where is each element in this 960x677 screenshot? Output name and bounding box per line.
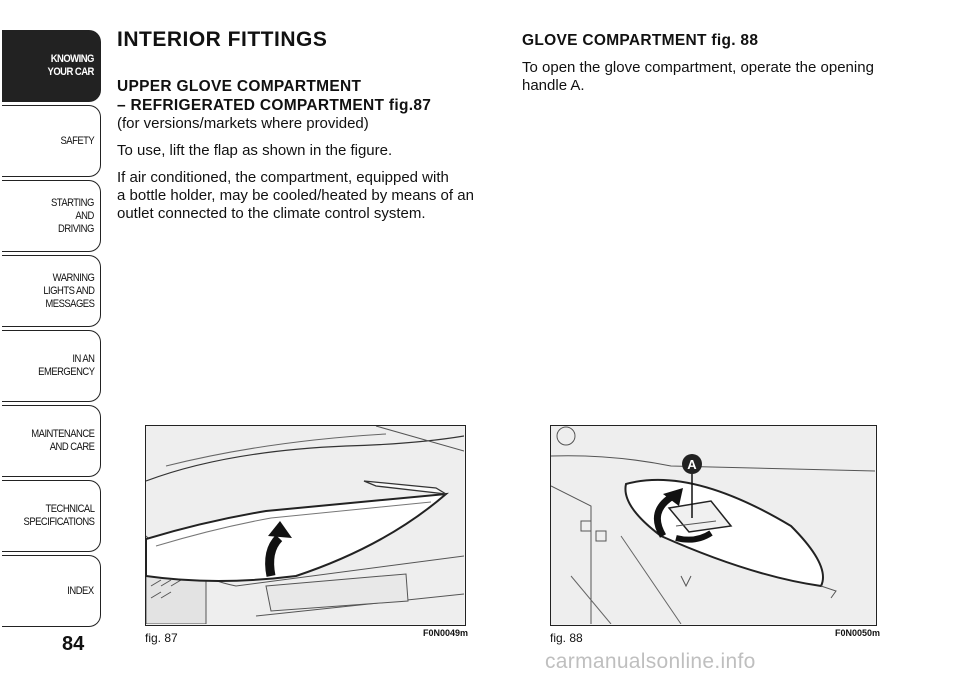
figure-88-illustration xyxy=(550,425,877,626)
tab-label: SAFETY xyxy=(60,134,94,147)
tab-index[interactable] xyxy=(2,555,101,627)
figure-caption: fig. 87 xyxy=(145,631,178,645)
section-title: INTERIOR FITTINGS xyxy=(117,28,328,51)
tab-knowing-your-car[interactable] xyxy=(2,30,101,102)
figure-caption: fig. 88 xyxy=(550,631,583,645)
tab-safety[interactable] xyxy=(2,105,101,177)
paragraph-line: If air conditioned, the compartment, equipped with xyxy=(117,169,449,186)
tab-label: KNOWING YOUR CAR xyxy=(47,53,94,78)
paragraph-line: a bottle holder, may be cooled/heated by means of an xyxy=(117,187,474,204)
tab-label: INDEX xyxy=(67,584,94,597)
paragraph-line: handle A. xyxy=(522,77,585,94)
figure-87-illustration xyxy=(145,425,466,626)
tab-starting-and-driving[interactable] xyxy=(2,180,101,252)
tab-maintenance-and-care[interactable] xyxy=(2,405,101,477)
availability-note: (for versions/markets where provided) xyxy=(117,115,369,132)
tab-label: STARTING AND DRIVING xyxy=(51,196,94,235)
section-title: GLOVE COMPARTMENT fig. 88 xyxy=(522,32,759,49)
paragraph xyxy=(117,169,474,223)
paragraph: To use, lift the flap as shown in the figure. xyxy=(117,142,393,159)
glove-compartment-illustration xyxy=(551,426,875,624)
tab-technical-specifications[interactable] xyxy=(2,480,101,552)
tab-label: TECHNICAL SPECIFICATIONS xyxy=(23,503,94,528)
tab-label: IN AN EMERGENCY xyxy=(37,353,94,378)
compartment-illustration xyxy=(146,426,464,624)
watermark: carmanualsonline.info xyxy=(545,650,756,673)
subsection-title-line: UPPER GLOVE COMPARTMENT xyxy=(117,78,362,95)
paragraph-line: To open the glove compartment, operate the opening xyxy=(522,59,874,76)
paragraph xyxy=(522,59,874,95)
figure-code: F0N0049m xyxy=(423,628,469,638)
callout-a-label: A xyxy=(687,457,697,472)
tab-warning-lights[interactable] xyxy=(2,255,101,327)
subsection-title xyxy=(117,77,431,115)
paragraph-line: outlet connected to the climate control system. xyxy=(117,205,426,222)
subsection-title-line: – REFRIGERATED COMPARTMENT fig.87 xyxy=(117,97,432,114)
tab-in-an-emergency[interactable] xyxy=(2,330,101,402)
tab-label: WARNING LIGHTS AND MESSAGES xyxy=(42,271,94,310)
page-number: 84 xyxy=(62,633,85,655)
figure-code: F0N0050m xyxy=(835,628,881,638)
tab-label: MAINTENANCE AND CARE xyxy=(30,428,94,453)
